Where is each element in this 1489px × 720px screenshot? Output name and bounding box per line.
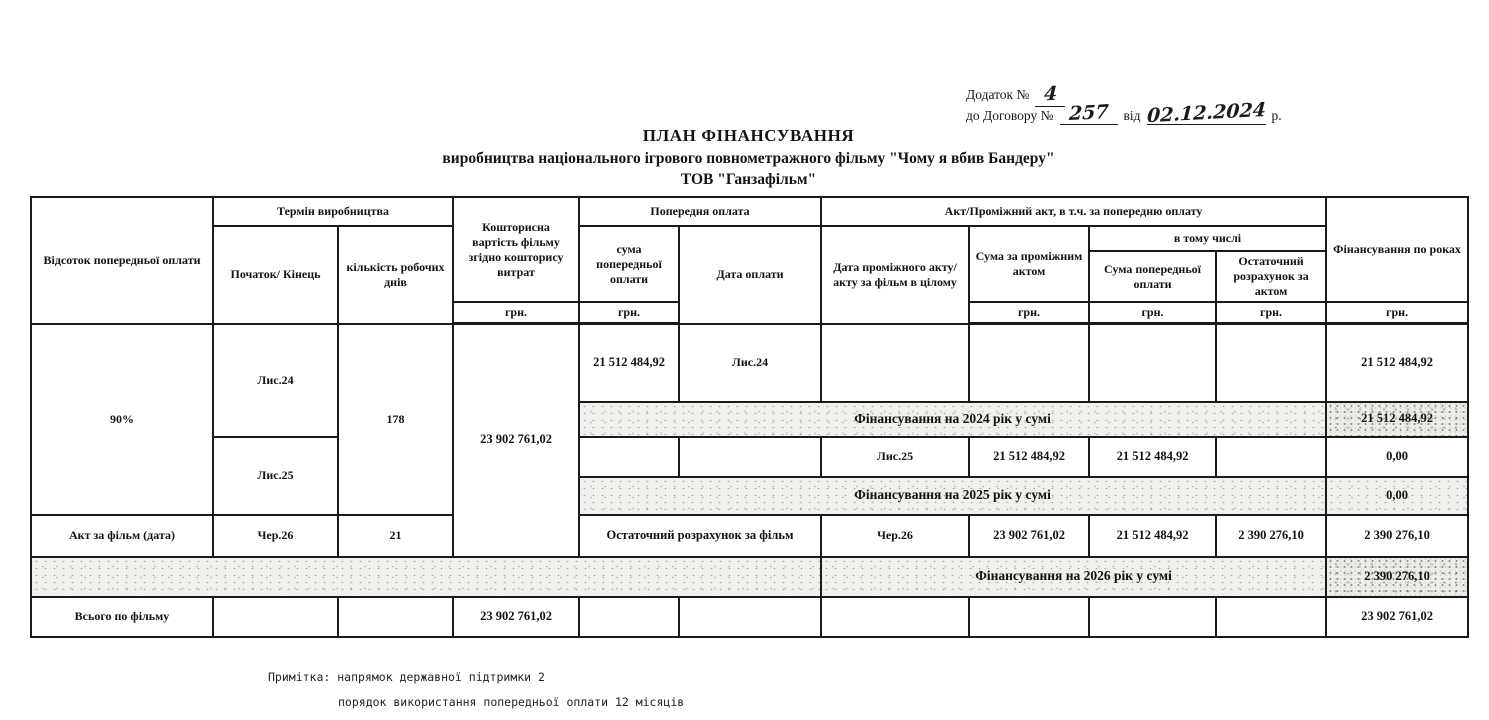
cell-total-empty-prepay: [579, 597, 679, 637]
cell-total-empty-days: [338, 597, 453, 637]
header-start-end: Початок/ Кінець: [213, 226, 338, 324]
header-estimate-cost: Кошторисна вартість фільму згідно кошторису витрат: [453, 197, 579, 302]
document-subtitle: виробництва національного ігрового повнометражного фільму "Чому я вбив Бандеру": [442, 150, 1055, 167]
cell-final-incl-prepay: 21 512 484,92: [1089, 515, 1216, 557]
unit-uah-estimate: грн.: [453, 302, 579, 324]
cell-working-days: 178: [338, 324, 453, 515]
band-financing-2025-value: 0,00: [1326, 477, 1468, 515]
cell-total-empty-inclfinal: [1216, 597, 1326, 637]
band-financing-2025-label: Фінансування на 2025 рік у сумі: [579, 477, 1326, 515]
appendix-number-handwritten: 4: [1043, 82, 1058, 106]
cell-percent: 90%: [31, 324, 213, 515]
company-name: ТОВ "Ганзафільм": [680, 171, 817, 188]
cell-final-act-days: 21: [338, 515, 453, 557]
header-financing-by-years: Фінансування по роках: [1326, 197, 1468, 302]
band-financing-2026-value: 2 390 276,10: [1326, 557, 1468, 597]
header-production-term: Термін виробництва: [213, 197, 453, 226]
appendix-number-underline: [1035, 82, 1065, 107]
from-label: від: [1123, 107, 1141, 123]
cell-financing-2024-prepay: 21 512 484,92: [1326, 324, 1468, 402]
unit-uah-incl-prepay: грн.: [1089, 302, 1216, 324]
financing-plan-table: [30, 196, 1469, 638]
unit-uah-prepay: грн.: [579, 302, 679, 324]
appendix-label: Додаток №: [966, 87, 1030, 102]
note-block: [268, 665, 684, 714]
note-line1: Примітка: напрямок державної підтримки 2: [268, 670, 545, 684]
cell-total-empty-start: [213, 597, 338, 637]
contract-number-underline: [1060, 100, 1118, 126]
year-suffix: р.: [1271, 107, 1282, 123]
cell-start-2024: Лис.24: [213, 324, 338, 437]
header-including: в тому числі: [1089, 226, 1326, 251]
cell-total-label: Всього по фільму: [31, 597, 213, 637]
cell-final-incl-final: 2 390 276,10: [1216, 515, 1326, 557]
cell-act-date-lys25: Лис.25: [821, 437, 969, 477]
band-financing-2024-label: Фінансування на 2024 рік у сумі: [579, 402, 1326, 437]
cell-total-financing: 23 902 761,02: [1326, 597, 1468, 637]
cell-estimate-cost: 23 902 761,02: [453, 324, 579, 557]
unit-uah-incl-final: грн.: [1216, 302, 1326, 324]
cell-prepay-sum: 21 512 484,92: [579, 324, 679, 402]
cell-final-act-start: Чер.26: [213, 515, 338, 557]
header-prepay-sum: сума попередньої оплати: [579, 226, 679, 302]
cell-final-act-label: Акт за фільм (дата): [31, 515, 213, 557]
cell-empty-paydate-2: [679, 437, 821, 477]
note-line2: порядок використання попередньої оплати 12 місяців: [338, 694, 685, 709]
unit-uah-financing: грн.: [1326, 302, 1468, 324]
cell-incl-prepay-lys25: 21 512 484,92: [1089, 437, 1216, 477]
cell-total-empty-paydate: [679, 597, 821, 637]
cell-final-act-sum: 23 902 761,02: [969, 515, 1089, 557]
cell-empty-incl-prepay-1: [1089, 324, 1216, 402]
cell-empty-prepay-2: [579, 437, 679, 477]
header-working-days: кількість робочих днів: [338, 226, 453, 324]
cell-start-2025: Лис.25: [213, 437, 338, 515]
cell-total-estimate: 23 902 761,02: [453, 597, 579, 637]
band-financing-2026-left: [31, 557, 821, 597]
header-pay-date: Дата оплати: [679, 226, 821, 324]
contract-date-handwritten: 02.12.2024: [1146, 98, 1267, 127]
contract-annotation: [966, 84, 1282, 125]
title-block: [30, 126, 1467, 189]
header-prepayment: Попередня оплата: [579, 197, 821, 226]
cell-act-sum-lys25: 21 512 484,92: [969, 437, 1089, 477]
header-act-date: Дата проміжного акту/акту за фільм в цілому: [821, 226, 969, 324]
header-act-group: Акт/Проміжний акт, в т.ч. за попередню оплату: [821, 197, 1326, 226]
header-incl-final-settlement: Остаточний розрахунок за актом: [1216, 251, 1326, 302]
cell-total-empty-inclprepay: [1089, 597, 1216, 637]
cell-empty-incl-final-1: [1216, 324, 1326, 402]
cell-pay-date: Лис.24: [679, 324, 821, 402]
contract-date-underline: [1146, 98, 1267, 127]
cell-empty-act-sum-1: [969, 324, 1089, 402]
cell-empty-act-date-1: [821, 324, 969, 402]
header-incl-prepay-sum: Сума попередньої оплати: [1089, 251, 1216, 302]
band-financing-2024-value: 21 512 484,92: [1326, 402, 1468, 437]
cell-financing-lys25: 0,00: [1326, 437, 1468, 477]
header-percent-prepayment: Відсоток попередньої оплати: [31, 197, 213, 324]
document-title: ПЛАН ФІНАНСУВАННЯ: [642, 126, 855, 145]
contract-label: до Договору №: [966, 107, 1054, 123]
contract-number-handwritten: 257: [1068, 100, 1109, 125]
header-act-sum: Сума за проміжним актом: [969, 226, 1089, 302]
contract-line: [966, 98, 1282, 127]
cell-total-empty-actdate: [821, 597, 969, 637]
unit-uah-act-sum: грн.: [969, 302, 1089, 324]
cell-final-act-date: Чер.26: [821, 515, 969, 557]
band-financing-2026-label: Фінансування на 2026 рік у сумі: [821, 557, 1326, 597]
cell-financing-final: 2 390 276,10: [1326, 515, 1468, 557]
cell-final-settlement-desc: Остаточний розрахунок за фільм: [579, 515, 821, 557]
cell-empty-incl-final-2: [1216, 437, 1326, 477]
cell-total-empty-actsum: [969, 597, 1089, 637]
